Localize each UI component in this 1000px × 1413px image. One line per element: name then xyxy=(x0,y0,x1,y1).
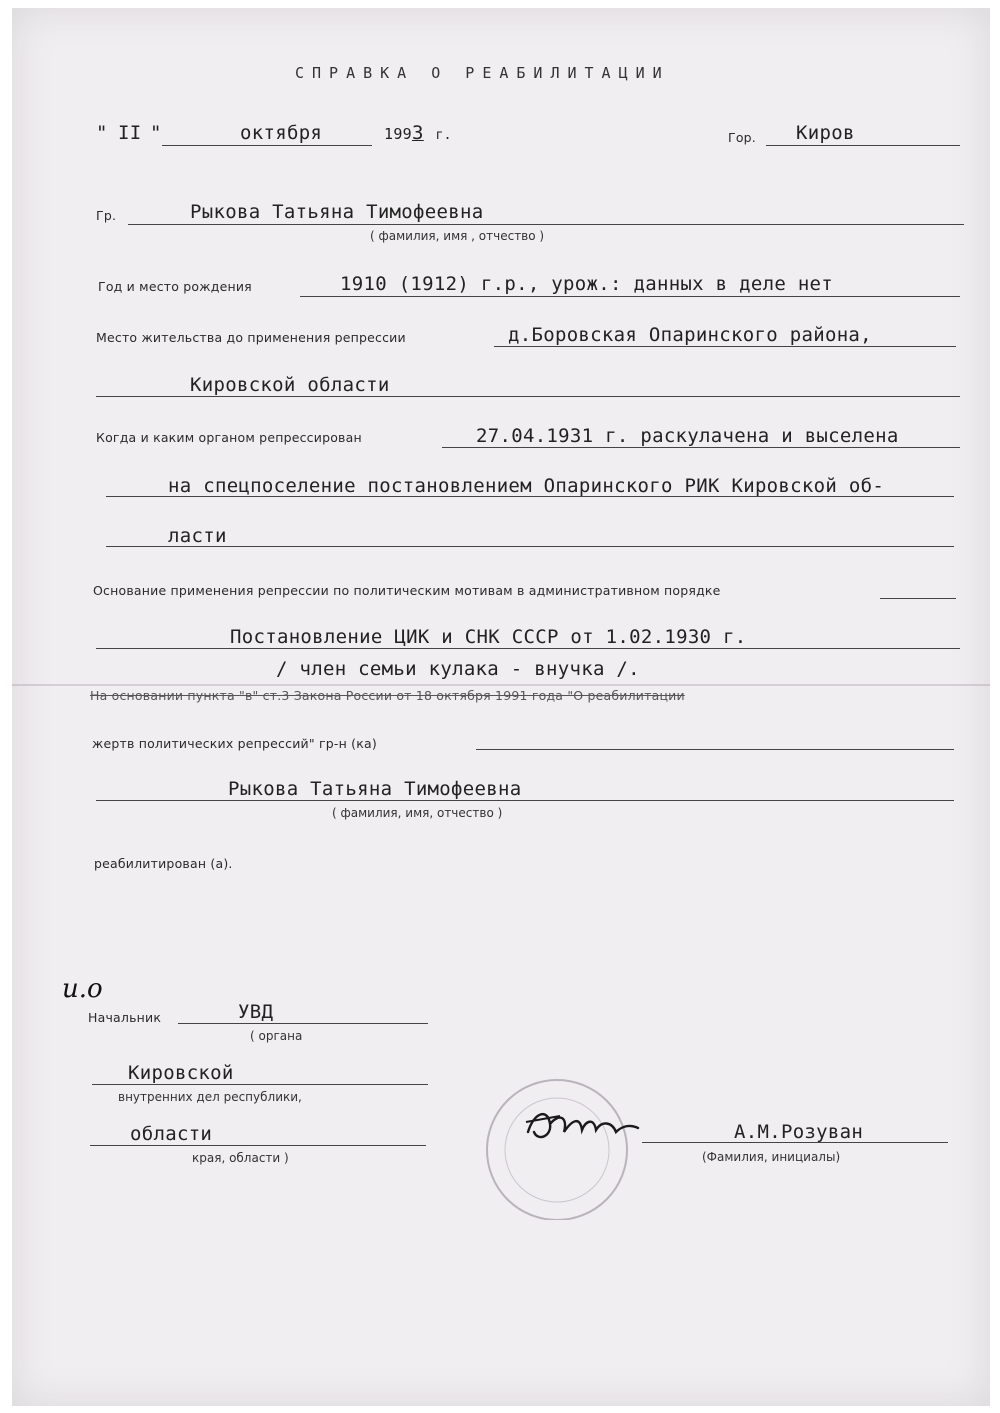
repression-line-1 xyxy=(442,447,960,448)
chief-label: Начальник xyxy=(88,1010,162,1025)
date-year-suffix: г. xyxy=(435,128,452,143)
residence-line-2 xyxy=(96,396,960,397)
signer-name: А.М.Розуван xyxy=(734,1121,864,1143)
basis-value-1: Постановление ЦИК и СНК СССР от 1.02.1930 г. xyxy=(230,626,747,648)
residence-label: Место жительства до применения репрессии xyxy=(96,330,406,345)
citizen-caption: ( фамилия, имя , отчество ) xyxy=(370,229,545,243)
date-day: II xyxy=(118,122,142,144)
rehab-caption: ( фамилия, имя, отчество ) xyxy=(332,806,503,820)
signer-caption: (Фамилия, инициалы) xyxy=(702,1150,841,1164)
organ-caption: ( органа xyxy=(250,1029,303,1043)
date-close-quote: " xyxy=(150,122,162,144)
region-line xyxy=(92,1084,428,1085)
city-value: Киров xyxy=(796,122,855,144)
handwritten-signature xyxy=(520,1102,650,1152)
region-value: Кировской xyxy=(128,1062,234,1084)
city-label: Гор. xyxy=(728,130,756,145)
residence-value-1: д.Боровская Опаринского района, xyxy=(508,324,872,346)
birth-value: 1910 (1912) г.р., урож.: данных в деле нет xyxy=(340,273,834,295)
law-line xyxy=(476,749,954,750)
law-text-2: жертв политических репрессий" гр-н (ка) xyxy=(92,736,377,751)
area-line xyxy=(90,1145,426,1146)
citizen-name: Рыкова Татьяна Тимофеевна xyxy=(190,201,484,223)
date-year-prefix: 199 xyxy=(384,125,412,143)
rehab-label: реабилитирован (а). xyxy=(94,856,233,871)
date-month: октября xyxy=(240,122,323,144)
area-caption: края, области ) xyxy=(192,1151,289,1165)
law-text-1: На основании пункта "в" ст.3 Закона России от 18 октября 1991 года "О реабилитации xyxy=(90,688,685,703)
residence-line-1 xyxy=(494,346,956,347)
region-caption: внутренних дел республики, xyxy=(118,1090,302,1104)
date-year-digit: 3 xyxy=(412,122,424,144)
repression-value-1: 27.04.1931 г. раскулачена и выселена xyxy=(476,425,899,447)
area-value: области xyxy=(130,1123,213,1145)
birth-label: Год и место рождения xyxy=(98,279,252,294)
citizen-line xyxy=(128,224,964,225)
date-month-line xyxy=(162,145,372,146)
basis-label: Основание применения репрессии по политическим мотивам в административном порядке xyxy=(93,583,721,598)
basis-value-2: / член семьи кулака - внучка /. xyxy=(276,658,640,680)
acting-mark: и.о xyxy=(62,974,103,1004)
organ-line xyxy=(178,1023,428,1024)
residence-value-2: Кировской области xyxy=(190,374,390,396)
repression-value-2: на спецпоселение постановлением Опаринского РИК Кировской об- xyxy=(168,475,885,497)
repression-label: Когда и каким органом репрессирован xyxy=(96,430,362,445)
citizen-label: Гр. xyxy=(96,208,117,223)
repression-value-3: ласти xyxy=(168,525,227,547)
organ-value: УВД xyxy=(238,1001,274,1023)
repression-line-3 xyxy=(106,546,954,547)
date-open-quote: " xyxy=(96,122,108,144)
paper-fold xyxy=(12,684,990,686)
rehab-name-line xyxy=(96,800,954,801)
birth-line xyxy=(300,296,960,297)
basis-line-short xyxy=(880,598,956,599)
city-line xyxy=(766,145,960,146)
rehab-name: Рыкова Татьяна Тимофеевна xyxy=(228,778,522,800)
document-title: СПРАВКА О РЕАБИЛИТАЦИИ xyxy=(295,64,670,82)
basis-line-1 xyxy=(96,648,960,649)
